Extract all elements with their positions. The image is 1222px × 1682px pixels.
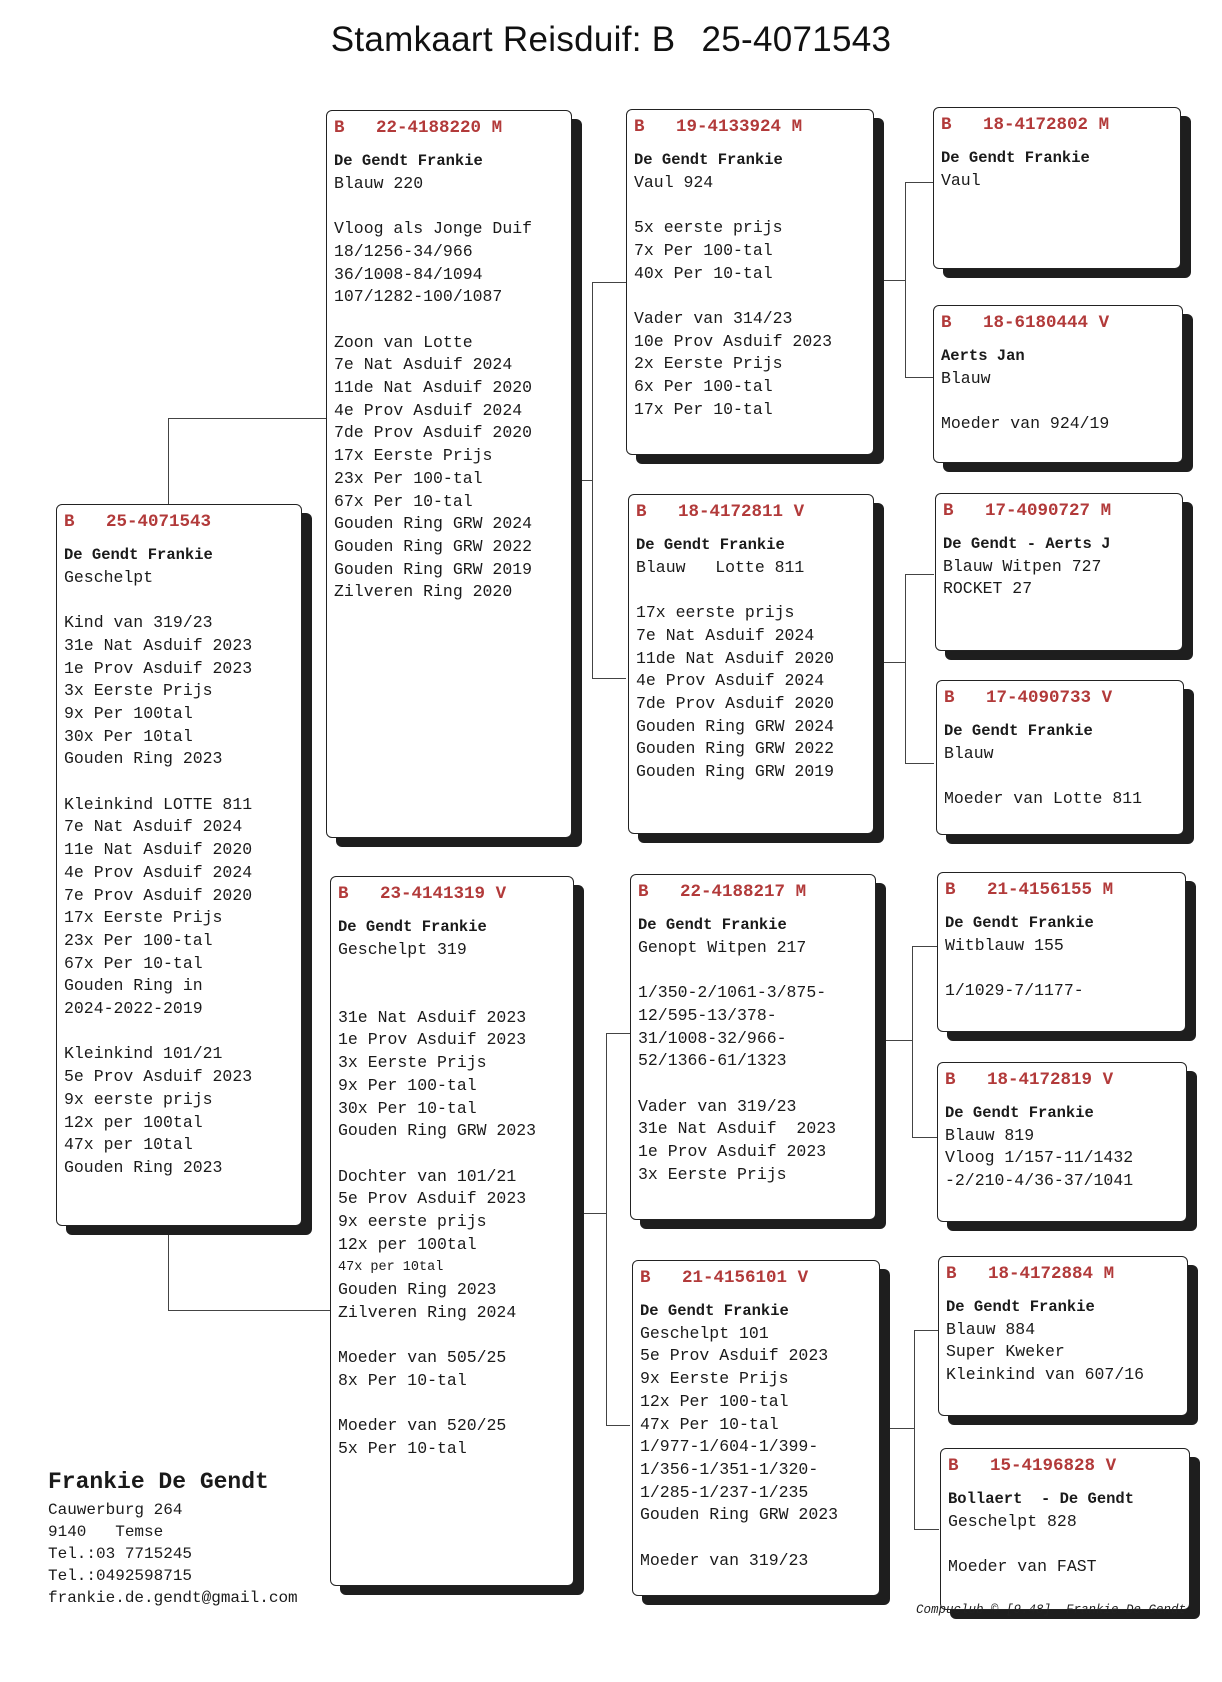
- card-line: 30x Per 10tal: [64, 726, 193, 746]
- card-line: [64, 1021, 293, 1044]
- card-line: [64, 771, 293, 794]
- card-line: 9x Per 100-tal: [338, 1075, 477, 1095]
- connector: [168, 418, 331, 509]
- breeder-name: Aerts Jan: [941, 347, 1025, 365]
- pedigree-card-father-mother: [628, 494, 874, 834]
- pedigree-card-subject: [56, 504, 302, 1226]
- sex-code: M: [1102, 880, 1114, 900]
- card-line: Geschelpt: [64, 567, 154, 587]
- card-line: Gouden Ring GRW 2023: [640, 1505, 839, 1525]
- connector: [882, 1428, 914, 1430]
- card-line: Dochter van 101/21: [338, 1166, 517, 1186]
- card-line: Blauw: [944, 743, 994, 763]
- ring-number: 18-4172819: [987, 1070, 1093, 1090]
- card-line: 17x Per 10-tal: [634, 399, 773, 419]
- owner-address: Cauwerburg 264: [48, 1501, 183, 1519]
- card-line: 40x Per 10-tal: [634, 263, 773, 283]
- card-line: 12x per 100tal: [338, 1234, 477, 1254]
- card-line: 12/595-13/378-: [638, 1005, 777, 1025]
- card-line: Gouden Ring GRW 2019: [334, 559, 533, 579]
- card-line: 1/1029-7/1177-: [945, 981, 1084, 1001]
- connector: [570, 480, 592, 482]
- breeder-name: De Gendt Frankie: [640, 1302, 789, 1320]
- card-line: ROCKET 27: [943, 579, 1033, 599]
- card-line: 5e Prov Asduif 2023: [64, 1067, 253, 1087]
- card-line: [948, 1533, 1181, 1556]
- card-line: 31e Nat Asduif 2023: [338, 1007, 527, 1027]
- ring-number: 18-4172811: [678, 502, 784, 522]
- ring-number: 19-4133924: [676, 117, 782, 137]
- owner-name: Frankie De Gendt: [48, 1469, 269, 1495]
- card-line: 7e Nat Asduif 2024: [636, 625, 815, 645]
- card-line: Moeder van 520/25: [338, 1416, 507, 1436]
- ring-number: 17-4090727: [985, 501, 1091, 521]
- card-line: 5e Prov Asduif 2023: [338, 1189, 527, 1209]
- ring-number: 17-4090733: [986, 688, 1092, 708]
- connector: [914, 1330, 939, 1530]
- card-line: 12x per 100tal: [64, 1112, 203, 1132]
- card-line: Gouden Ring GRW 2022: [636, 739, 835, 759]
- card-line: 11de Nat Asduif 2020: [636, 648, 835, 668]
- ring-number: 18-4172884: [988, 1264, 1094, 1284]
- card-line: [944, 765, 1175, 788]
- card-line: 1/977-1/604-1/399-: [640, 1437, 819, 1457]
- country-code: B: [945, 880, 956, 900]
- sex-code: M: [1103, 1264, 1115, 1284]
- card-line: 10e Prov Asduif 2023: [634, 331, 833, 351]
- card-line: 9x eerste prijs: [338, 1212, 487, 1232]
- connector: [606, 1033, 630, 1035]
- card-line: 18/1256-34/966: [334, 241, 473, 261]
- card-line: 31e Nat Asduif 2023: [64, 635, 253, 655]
- breeder-name: De Gendt Frankie: [64, 546, 213, 564]
- sex-code: V: [1098, 313, 1110, 333]
- pedigree-card-mother-mother: [632, 1260, 880, 1596]
- owner-city: 9140 Temse: [48, 1523, 164, 1541]
- card-header: [941, 114, 1172, 137]
- card-line: 6x Per 100-tal: [634, 377, 773, 396]
- card-line: [64, 589, 293, 612]
- card-line: Gouden Ring in: [64, 976, 203, 996]
- card-line: Blauw: [941, 368, 991, 388]
- connector: [880, 280, 905, 282]
- sex-code: M: [491, 118, 503, 138]
- card-line: Moeder van Lotte 811: [944, 789, 1143, 809]
- card-line: [338, 984, 565, 1007]
- card-line: Gouden Ring 2023: [64, 1157, 223, 1177]
- card-line: 1/350-2/1061-3/875-: [638, 983, 827, 1003]
- card-header: [943, 500, 1174, 523]
- card-line: -2/210-4/36-37/1041: [945, 1171, 1134, 1191]
- card-line: 3x Eerste Prijs: [638, 1164, 787, 1184]
- card-line: 7de Prov Asduif 2020: [334, 423, 533, 443]
- breeder-name: De Gendt Frankie: [338, 918, 487, 936]
- breeder-name: De Gendt Frankie: [946, 1298, 1095, 1316]
- pedigree-card-mother-father: [630, 874, 876, 1220]
- software-credit: Compuclub © [9.48] Frankie De Gendt: [915, 1603, 1186, 1617]
- country-code: B: [634, 117, 645, 137]
- card-line: Vaul: [941, 170, 981, 190]
- connector: [606, 1425, 630, 1427]
- card-line: Vloog als Jonge Duif: [334, 219, 533, 239]
- connector: [592, 282, 594, 678]
- card-line: Vaul 924: [634, 172, 714, 192]
- card-header: [338, 883, 565, 906]
- card-line: 52/1366-61/1323: [638, 1051, 787, 1071]
- card-line: 7x Per 100-tal: [634, 240, 773, 260]
- card-line: 31/1008-32/966-: [638, 1028, 787, 1048]
- card-header: [64, 511, 293, 534]
- country-code: B: [338, 884, 349, 904]
- pedigree-card-fm-mother: [936, 680, 1184, 835]
- card-line: 4e Prov Asduif 2024: [64, 862, 253, 882]
- card-line: Gouden Ring GRW 2024: [334, 514, 533, 534]
- country-code: B: [943, 501, 954, 521]
- pedigree-card-father-father: [626, 109, 874, 455]
- card-line: [638, 959, 867, 982]
- owner-block: [48, 1467, 298, 1609]
- sex-code: M: [795, 882, 807, 902]
- card-line: 67x Per 10-tal: [334, 491, 473, 511]
- card-line: 7de Prov Asduif 2020: [636, 693, 835, 713]
- pedigree-card-ff-father: [933, 107, 1181, 269]
- card-line: Zoon van Lotte: [334, 332, 473, 352]
- card-line: 23x Per 100-tal: [64, 930, 213, 950]
- card-line: 7e Nat Asduif 2024: [334, 355, 513, 375]
- pedigree-card-mm-father: [938, 1256, 1188, 1416]
- connector: [905, 182, 934, 378]
- card-line: [338, 1325, 565, 1348]
- ring-number: 21-4156101: [682, 1268, 788, 1288]
- card-line: Kleinkind 101/21: [64, 1044, 223, 1064]
- card-line: 107/1282-100/1087: [334, 287, 503, 307]
- card-line: Gouden Ring GRW 2022: [334, 536, 533, 556]
- owner-phone-2: Tel.:0492598715: [48, 1567, 193, 1585]
- card-line: 5x eerste prijs: [634, 218, 783, 238]
- country-code: B: [941, 115, 952, 135]
- ring-number: 25-4071543: [106, 512, 212, 532]
- ring-number: 18-4172802: [983, 115, 1089, 135]
- card-line: 9x eerste prijs: [64, 1089, 213, 1109]
- card-line: 8x Per 10-tal: [338, 1371, 467, 1390]
- card-line: Moeder van FAST: [948, 1557, 1097, 1577]
- card-line: 2x Eerste Prijs: [634, 354, 783, 374]
- connector: [592, 282, 626, 284]
- breeder-name: De Gendt Frankie: [941, 149, 1090, 167]
- card-line: 47x per 10tal: [338, 1259, 444, 1275]
- card-line: 31e Nat Asduif 2023: [638, 1119, 837, 1139]
- card-header: [946, 1263, 1179, 1286]
- card-line: 4e Prov Asduif 2024: [636, 671, 825, 691]
- country-code: B: [948, 1456, 959, 1476]
- page-title: [0, 20, 1222, 60]
- card-line: Moeder van 319/23: [640, 1550, 809, 1570]
- card-line: Gouden Ring 2023: [338, 1280, 497, 1300]
- card-header: [945, 1069, 1178, 1092]
- card-line: Genopt Witpen 217: [638, 937, 807, 957]
- card-line: 17x Eerste Prijs: [334, 446, 493, 466]
- card-line: Gouden Ring GRW 2024: [636, 716, 835, 736]
- pedigree-card-ff-mother: [933, 305, 1183, 463]
- card-line: [334, 195, 563, 218]
- country-code: B: [640, 1268, 651, 1288]
- card-line: 1e Prov Asduif 2023: [64, 658, 253, 678]
- connector: [912, 946, 937, 1138]
- card-line: [338, 1143, 565, 1166]
- pedigree-card-mm-mother: [940, 1448, 1190, 1610]
- breeder-name: De Gendt - Aerts J: [943, 535, 1111, 553]
- card-line: [636, 579, 865, 602]
- breeder-name: De Gendt Frankie: [334, 152, 483, 170]
- card-line: Blauw Lotte 811: [636, 557, 805, 577]
- card-line: Geschelpt 828: [948, 1511, 1077, 1531]
- connector: [905, 574, 934, 764]
- card-line: 5x Per 10-tal: [338, 1439, 467, 1459]
- card-line: 3x Eerste Prijs: [64, 681, 213, 701]
- card-line: Geschelpt 319: [338, 939, 467, 959]
- card-line: Zilveren Ring 2024: [338, 1302, 517, 1322]
- card-line: Kind van 319/23: [64, 613, 213, 633]
- connector: [882, 1040, 912, 1042]
- card-line: 67x Per 10-tal: [64, 953, 203, 973]
- card-line: [634, 285, 865, 308]
- card-line: Blauw Witpen 727: [943, 556, 1102, 576]
- ring-number: 22-4188220: [376, 118, 482, 138]
- card-line: Blauw 819: [945, 1125, 1035, 1145]
- breeder-name: De Gendt Frankie: [634, 151, 783, 169]
- sex-code: V: [1105, 1456, 1117, 1476]
- card-line: Geschelpt 101: [640, 1323, 769, 1343]
- ring-number: 15-4196828: [990, 1456, 1096, 1476]
- card-line: 9x Per 100tal: [64, 703, 193, 723]
- breeder-name: Bollaert - De Gendt: [948, 1490, 1135, 1508]
- card-header: [640, 1267, 871, 1290]
- card-line: 7e Prov Asduif 2020: [64, 885, 253, 905]
- card-header: [941, 312, 1174, 335]
- pedigree-card-father: [326, 110, 572, 838]
- connector: [572, 1213, 606, 1215]
- sex-code: V: [793, 502, 805, 522]
- card-line: 47x Per 10-tal: [640, 1414, 779, 1434]
- card-line: [941, 390, 1174, 413]
- card-line: Zilveren Ring 2020: [334, 582, 513, 602]
- card-line: 11de Nat Asduif 2020: [334, 378, 533, 397]
- card-line: Moeder van 505/25: [338, 1348, 507, 1368]
- card-line: [640, 1527, 871, 1550]
- card-header: [638, 881, 867, 904]
- country-code: B: [944, 688, 955, 708]
- card-line: 9x Eerste Prijs: [640, 1369, 789, 1389]
- title-ring: 25-4071543: [701, 20, 892, 59]
- connector: [606, 1033, 608, 1425]
- card-line: 2024-2022-2019: [64, 999, 203, 1019]
- card-header: [634, 116, 865, 139]
- card-line: 23x Per 100-tal: [334, 468, 483, 488]
- card-line: Witblauw 155: [945, 935, 1064, 955]
- card-line: [634, 194, 865, 217]
- card-line: 47x per 10tal: [64, 1135, 193, 1155]
- card-line: Vader van 314/23: [634, 308, 793, 328]
- card-line: 7e Nat Asduif 2024: [64, 817, 243, 837]
- card-line: [945, 957, 1177, 980]
- card-line: 1e Prov Asduif 2023: [338, 1030, 527, 1050]
- connector: [168, 1234, 331, 1311]
- card-line: 1e Prov Asduif 2023: [638, 1142, 827, 1161]
- sex-code: V: [495, 884, 507, 904]
- card-line: [334, 309, 563, 332]
- card-line: 11e Nat Asduif 2020: [64, 840, 253, 860]
- card-line: 3x Eerste Prijs: [338, 1053, 487, 1073]
- card-line: [338, 961, 565, 984]
- breeder-name: De Gendt Frankie: [944, 722, 1093, 740]
- card-line: 1/356-1/351-1/320-: [640, 1459, 819, 1479]
- card-header: [945, 879, 1177, 902]
- sex-code: M: [1100, 501, 1112, 521]
- country-code: B: [636, 502, 647, 522]
- card-line: 17x Eerste Prijs: [64, 908, 223, 928]
- card-line: Gouden Ring 2023: [64, 749, 223, 769]
- ring-number: 21-4156155: [987, 880, 1093, 900]
- owner-phone-1: Tel.:03 7715245: [48, 1545, 193, 1563]
- sex-code: M: [791, 117, 803, 137]
- card-line: Kleinkind LOTTE 811: [64, 794, 253, 814]
- country-code: B: [64, 512, 75, 532]
- card-line: [338, 1393, 565, 1416]
- card-line: 4e Prov Asduif 2024: [334, 400, 523, 420]
- card-header: [948, 1455, 1181, 1478]
- connector: [878, 662, 905, 664]
- breeder-name: De Gendt Frankie: [945, 914, 1094, 932]
- card-line: 5e Prov Asduif 2023: [640, 1346, 829, 1366]
- country-code: B: [946, 1264, 957, 1284]
- card-line: Gouden Ring GRW 2019: [636, 762, 835, 782]
- breeder-name: De Gendt Frankie: [945, 1104, 1094, 1122]
- country-code: B: [638, 882, 649, 902]
- card-line: 30x Per 10-tal: [338, 1098, 477, 1118]
- country-code: B: [334, 118, 345, 138]
- card-header: [636, 501, 865, 524]
- card-header: [944, 687, 1175, 710]
- ring-number: 22-4188217: [680, 882, 786, 902]
- pedigree-card-mf-father: [937, 872, 1186, 1032]
- breeder-name: De Gendt Frankie: [638, 916, 787, 934]
- pedigree-card-fm-father: [935, 493, 1183, 651]
- card-line: Super Kweker: [946, 1342, 1065, 1362]
- card-line: Moeder van 924/19: [941, 414, 1110, 434]
- owner-email: frankie.de.gendt@gmail.com: [48, 1589, 298, 1607]
- card-line: Kleinkind van 607/16: [946, 1365, 1145, 1385]
- ring-number: 18-6180444: [983, 313, 1089, 333]
- card-header: [334, 117, 563, 140]
- sex-code: V: [797, 1268, 809, 1288]
- title-prefix: Stamkaart Reisduif: B: [330, 20, 676, 59]
- card-line: Blauw 884: [946, 1319, 1036, 1339]
- sex-code: V: [1102, 1070, 1114, 1090]
- card-line: Vader van 319/23: [638, 1096, 797, 1116]
- card-line: Vloog 1/157-11/1432: [945, 1148, 1134, 1168]
- country-code: B: [941, 313, 952, 333]
- ring-number: 23-4141319: [380, 884, 486, 904]
- card-line: 1/285-1/237-1/235: [640, 1482, 809, 1502]
- sex-code: V: [1101, 688, 1113, 708]
- sex-code: M: [1098, 115, 1110, 135]
- card-line: 12x Per 100-tal: [640, 1391, 789, 1411]
- pedigree-card-mother: [330, 876, 574, 1586]
- connector: [592, 678, 626, 680]
- card-line: 17x eerste prijs: [636, 603, 795, 623]
- card-line: Blauw 220: [334, 173, 424, 193]
- card-line: Gouden Ring GRW 2023: [338, 1121, 537, 1141]
- pedigree-card-mf-mother: [937, 1062, 1187, 1222]
- country-code: B: [945, 1070, 956, 1090]
- card-line: [638, 1073, 867, 1096]
- breeder-name: De Gendt Frankie: [636, 536, 785, 554]
- card-line: 36/1008-84/1094: [334, 264, 483, 284]
